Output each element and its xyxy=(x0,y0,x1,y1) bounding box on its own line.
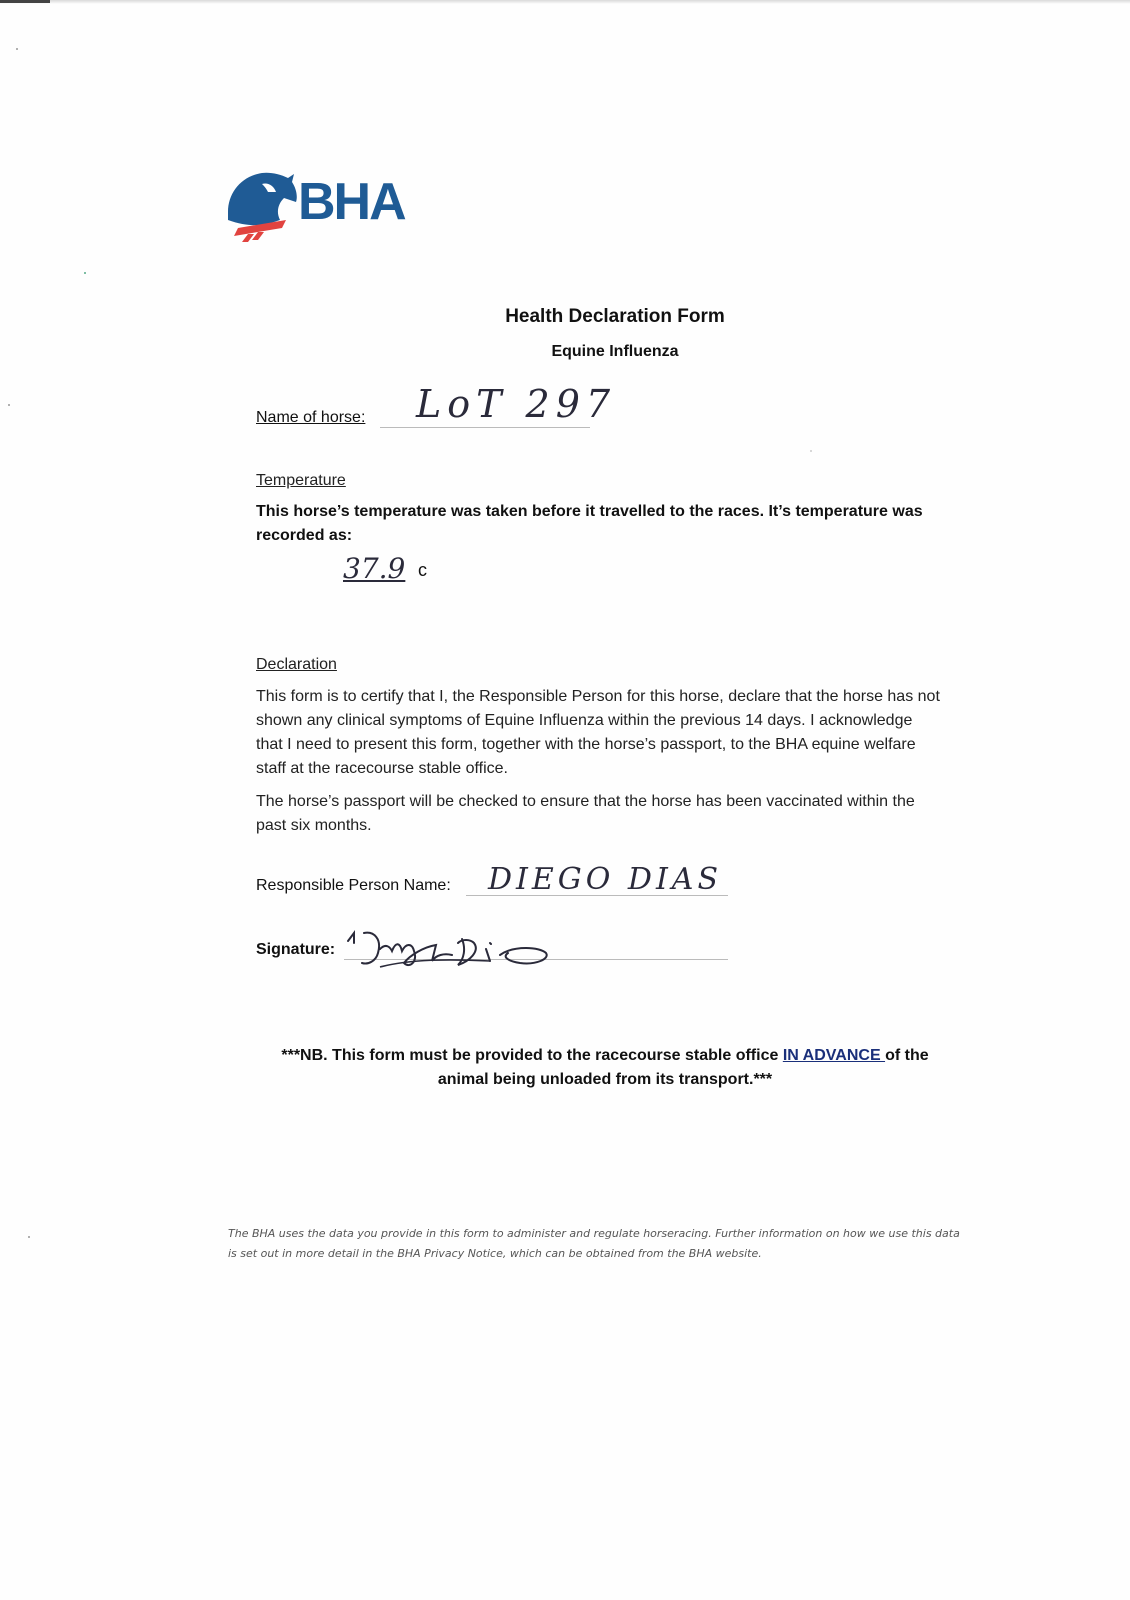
horse-head-logo-icon xyxy=(224,168,300,243)
responsible-person-label: Responsible Person Name: xyxy=(256,877,451,894)
bha-logo xyxy=(224,168,424,243)
declaration-heading: Declaration xyxy=(256,656,337,673)
scan-speck xyxy=(84,272,86,274)
horse-name-label: Name of horse: xyxy=(256,409,366,426)
declaration-paragraph-2: The horse’s passport will be checked to ensure that the horse has been vaccinated within the past six months. xyxy=(256,793,915,834)
declaration-paragraph-1: This form is to certify that I, the Responsible Person for this horse, declare that the horse has not shown any clinical symptoms of Equine Influenza within the previous 14 days. I acknowledge that I need to present this form, together with the horse’s passport, to the BHA equine welfare staff at the racecourse stable office. xyxy=(256,688,940,777)
privacy-footer: The BHA uses the data you provide in this form to administer and regulate horseracing. Further information on how we use this data is set out in more detail in the BHA Privacy Notice, which can be obtained from the BHA website. xyxy=(228,1227,960,1260)
scan-speck xyxy=(28,1236,30,1238)
temperature-heading: Temperature xyxy=(256,472,346,489)
horse-name-value: LoT 297 xyxy=(416,382,617,426)
scan-speck xyxy=(16,48,18,50)
logo-text: BHA xyxy=(298,173,405,231)
scan-speck xyxy=(8,404,10,406)
notice-suffix: of the animal being unloaded from its transport.*** xyxy=(437,1047,929,1088)
advance-notice xyxy=(255,1044,955,1092)
notice-emphasis: IN ADVANCE xyxy=(782,1047,886,1064)
form-subtitle: Equine Influenza xyxy=(551,343,679,360)
notice-prefix: ***NB. This form must be provided to the racecourse stable office xyxy=(281,1047,783,1064)
scan-edge-mark xyxy=(0,0,50,3)
temperature-value: 37.9 xyxy=(343,552,406,585)
temperature-unit: c xyxy=(418,560,427,580)
responsible-person-value: DIEGO DIAS xyxy=(488,862,723,897)
form-title: Health Declaration Form xyxy=(505,306,725,327)
scan-edge xyxy=(0,0,1130,4)
temperature-text: This horse’s temperature was taken before it travelled to the races. It’s temperature was recorded as: xyxy=(256,503,923,544)
horse-name-line xyxy=(380,427,590,428)
signature-scribble xyxy=(340,925,570,973)
signature-label: Signature: xyxy=(256,941,336,958)
scan-speck xyxy=(810,450,812,452)
